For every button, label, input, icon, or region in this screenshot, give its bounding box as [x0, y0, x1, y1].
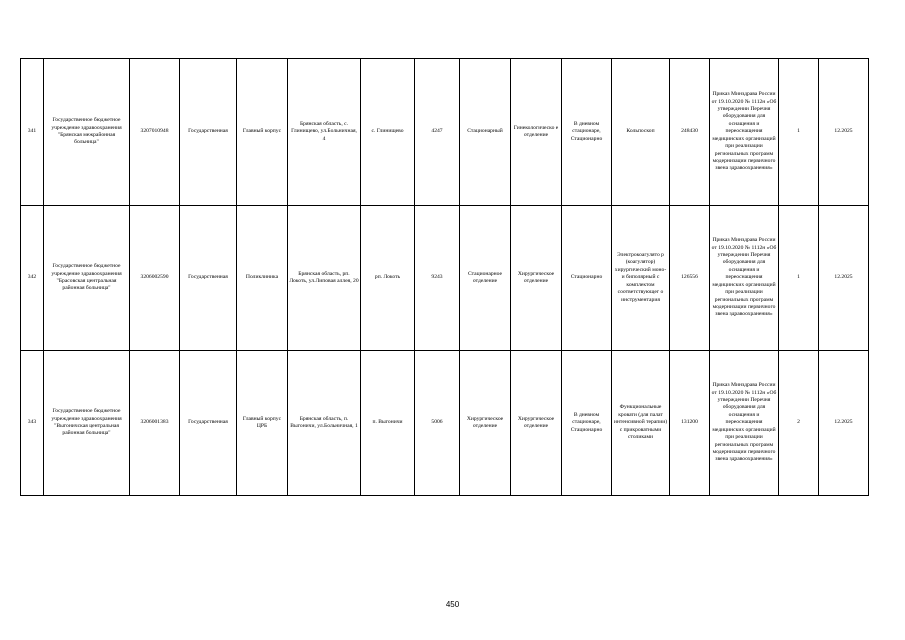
- table-row: [21, 59, 869, 206]
- settlement-cell: с. Глинищево: [361, 59, 415, 206]
- address-cell: Брянская область, с. Глинищево, ул.Больничная, 4: [288, 59, 361, 206]
- institution-cell: Государственное бюджетное учреждение здравоохранения "Брянская межрайонная больница": [44, 59, 130, 206]
- equipment-cell: Функциональные кровати (для палат интенсивной терапии) с прикроватными столиками: [612, 351, 670, 496]
- table-row: [21, 351, 869, 496]
- settlement-cell: п. Выгоничи: [361, 351, 415, 496]
- order-cell: Приказ Минздрава России от 19.10.2020 № 1112н «Об утверждении Перечня оборудования для оснащения и переоснащения медицинских организаций при реализации региональных программ модернизации первичного звена здравоохранения»: [710, 206, 779, 351]
- quantity-cell: 1: [779, 59, 819, 206]
- price-cell: 126556: [670, 206, 710, 351]
- care-form-cell: Стационарный: [460, 59, 511, 206]
- address-cell: Брянская область, п. Выгоничи, ул.Больничная, 1: [288, 351, 361, 496]
- page-number: 450: [445, 600, 460, 609]
- equipment-register-table: [20, 58, 869, 496]
- institution-cell: Государственное бюджетное учреждение здравоохранения "Выгоничская центральная районная больница": [44, 351, 130, 496]
- department-cell: Хирургическое отделение: [511, 206, 562, 351]
- building-cell: Поликлиника: [237, 206, 288, 351]
- conditions-cell: Стационарно: [562, 206, 612, 351]
- department-cell: Хирургическое отделение: [511, 351, 562, 496]
- table-row: [21, 206, 869, 351]
- building-cell: Главный корпус ЦРБ: [237, 351, 288, 496]
- conditions-cell: В дневном стационаре, Стационарно: [562, 351, 612, 496]
- care-form-cell: Хирургическое отделение: [460, 351, 511, 496]
- order-cell: Приказ Минздрава России от 19.10.2020 № 1112н «Об утверждении Перечня оборудования для оснащения и переоснащения медицинских организаций при реализации региональных программ модернизации первичного звена здравоохранения»: [710, 59, 779, 206]
- institution-cell: Государственное бюджетное учреждение здравоохранения "Брасовская центральная районная больница": [44, 206, 130, 351]
- period-cell: 12.2025: [819, 59, 869, 206]
- care-form-cell: Стационарное отделение: [460, 206, 511, 351]
- price-cell: 131200: [670, 351, 710, 496]
- order-cell: Приказ Минздрава России от 19.10.2020 № 1112н «Об утверждении Перечня оборудования для оснащения и переоснащения медицинских организаций при реализации региональных программ модернизации первичного звена здравоохранения»: [710, 351, 779, 496]
- inn-cell: 3206002590: [130, 206, 180, 351]
- ownership-cell: Государственная: [180, 59, 237, 206]
- department-cell: Гинекологическо е отделение: [511, 59, 562, 206]
- quantity-cell: 2: [779, 351, 819, 496]
- period-cell: 12.2025: [819, 351, 869, 496]
- code-cell: 5006: [415, 351, 460, 496]
- row-number-cell: 341: [21, 59, 44, 206]
- settlement-cell: рп. Локоть: [361, 206, 415, 351]
- address-cell: Брянская область, рп. Локоть, ул.Липовая аллея, 20: [288, 206, 361, 351]
- ownership-cell: Государственная: [180, 351, 237, 496]
- quantity-cell: 1: [779, 206, 819, 351]
- equipment-cell: Кольпоскоп: [612, 59, 670, 206]
- row-number-cell: 342: [21, 206, 44, 351]
- ownership-cell: Государственная: [180, 206, 237, 351]
- inn-cell: 3207010948: [130, 59, 180, 206]
- building-cell: Главный корпус: [237, 59, 288, 206]
- equipment-cell: Электрокоагулято р (коагулятор) хирургический моно- и биполярный с комплектом соответствующег о инструментария: [612, 206, 670, 351]
- code-cell: 9243: [415, 206, 460, 351]
- code-cell: 4247: [415, 59, 460, 206]
- inn-cell: 3206001383: [130, 351, 180, 496]
- conditions-cell: В дневном стационаре, Стационарно: [562, 59, 612, 206]
- period-cell: 12.2025: [819, 206, 869, 351]
- price-cell: 248430: [670, 59, 710, 206]
- row-number-cell: 343: [21, 351, 44, 496]
